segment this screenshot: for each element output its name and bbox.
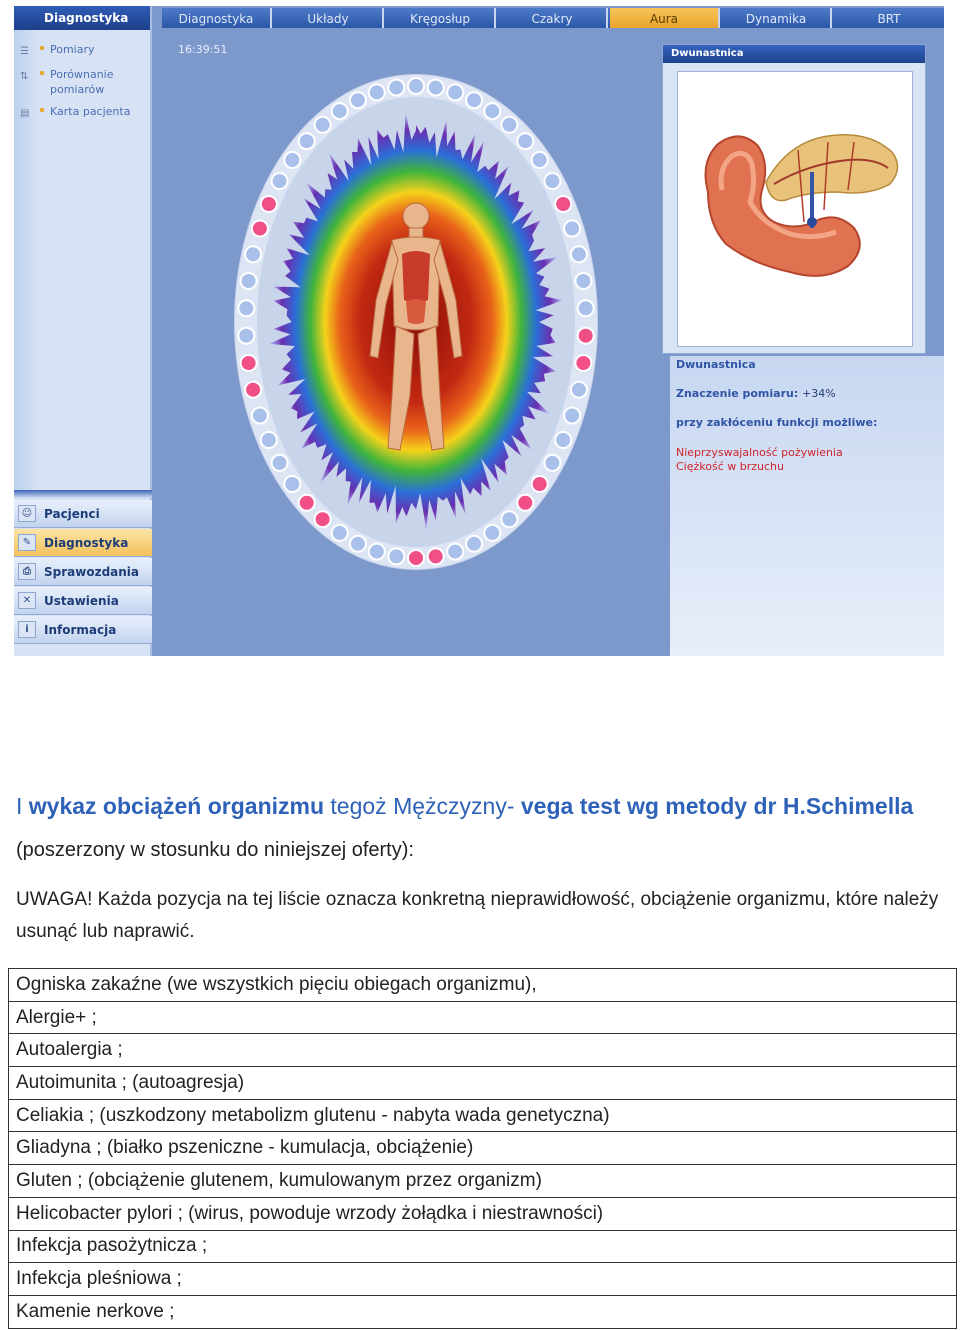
symptom-item: Nieprzyswajalność pożywienia <box>676 446 843 459</box>
list-item: Gliadyna ; (białko pszeniczne - kumulacja, obciążenie) <box>9 1132 957 1165</box>
measurement-point[interactable] <box>261 432 277 448</box>
tab-diagnostyka[interactable]: Diagnostyka <box>162 8 272 28</box>
measurement-point[interactable] <box>575 355 591 371</box>
measurement-point[interactable] <box>369 84 385 100</box>
application-window <box>14 6 944 656</box>
measurement-point[interactable] <box>284 152 300 168</box>
table-row <box>9 1263 957 1296</box>
organ-panel <box>662 44 926 354</box>
measurement-point[interactable] <box>466 536 482 552</box>
measurement-point[interactable] <box>466 92 482 108</box>
list-item: Helicobacter pylori ; (wirus, powoduje wrzody żołądka i niestrawności) <box>9 1197 957 1230</box>
heading-bold-text: wykaz obciążeń organizmu <box>28 793 325 819</box>
table-row <box>9 1295 957 1328</box>
tab-aura[interactable]: Aura <box>610 8 720 28</box>
measurement-point[interactable] <box>555 196 571 212</box>
measurement-point[interactable] <box>350 92 366 108</box>
measurement-point[interactable] <box>272 173 288 189</box>
nav-button-diagnostyka[interactable] <box>14 529 152 557</box>
measurement-point[interactable] <box>544 455 560 471</box>
measurement-point[interactable] <box>578 300 594 316</box>
table-row <box>9 1099 957 1132</box>
measurement-point[interactable] <box>408 550 424 566</box>
organ-panel-title: Dwunastnica <box>663 45 925 63</box>
measurement-point[interactable] <box>388 548 404 564</box>
list-item: Alergie+ ; <box>9 1001 957 1034</box>
document-heading <box>16 786 926 870</box>
heading-text: I <box>16 793 29 819</box>
organ-image-frame <box>677 71 913 347</box>
tools-icon: ✕ <box>18 592 36 609</box>
measurement-point[interactable] <box>571 246 587 262</box>
measurement-point[interactable] <box>241 355 257 371</box>
measurement-point[interactable] <box>447 84 463 100</box>
measurement-point[interactable] <box>428 80 444 96</box>
nav-button-ustawienia[interactable] <box>14 587 152 615</box>
duodenum-illustration-icon <box>678 72 912 346</box>
nav-button-pacjenci[interactable] <box>14 500 152 528</box>
measurement-point[interactable] <box>532 476 548 492</box>
meaning-value: +34% <box>802 387 836 400</box>
measurement-point[interactable] <box>532 152 548 168</box>
list-item: Ogniska zakaźne (we wszystkich pięciu obiegach organizmu), <box>9 969 957 1002</box>
measurement-point[interactable] <box>315 117 331 133</box>
tab-kregoslup[interactable]: Kręgosłup <box>386 8 496 28</box>
tab-bar <box>162 8 944 28</box>
table-row <box>9 1132 957 1165</box>
measurement-point[interactable] <box>245 382 261 398</box>
nav-button-label: Sprawozdania <box>44 565 140 579</box>
list-item: Gluten ; (obciążenie glutenem, kumulowanym przez organizm) <box>9 1165 957 1198</box>
sidebar-title: Diagnostyka <box>14 6 150 30</box>
measurement-point[interactable] <box>332 103 348 119</box>
tab-brt[interactable]: BRT <box>877 12 901 26</box>
list-icon: ☰ <box>20 46 29 57</box>
nav-button-label: Diagnostyka <box>44 536 129 550</box>
diagnostics-icon: ✎ <box>18 534 36 551</box>
info-meaning <box>676 387 836 400</box>
measurement-point[interactable] <box>272 455 288 471</box>
table-row <box>9 1034 957 1067</box>
sidebar-item-label: Pomiary <box>50 43 95 56</box>
burden-list-table <box>8 968 957 1329</box>
table-row <box>9 1001 957 1034</box>
table-row <box>9 1230 957 1263</box>
measurement-info-panel <box>670 356 944 656</box>
measurement-point[interactable] <box>350 536 366 552</box>
compare-icon: ⇅ <box>20 71 29 82</box>
measurement-point[interactable] <box>388 80 404 96</box>
table-row <box>9 1197 957 1230</box>
nav-button-informacja[interactable] <box>14 616 152 644</box>
sidebar-divider <box>14 490 152 498</box>
measurement-point[interactable] <box>245 246 261 262</box>
nav-button-sprawozdania[interactable] <box>14 558 152 586</box>
measurement-point[interactable] <box>284 476 300 492</box>
printer-icon: ⎙ <box>18 563 36 580</box>
measurement-point[interactable] <box>252 221 268 237</box>
measurement-point[interactable] <box>501 511 517 527</box>
list-item: Celiakia ; (uszkodzony metabolizm glutenu - nabyta wada genetyczna) <box>9 1099 957 1132</box>
measurement-point[interactable] <box>299 133 315 149</box>
measurement-point[interactable] <box>578 328 594 344</box>
list-item: Autoalergia ; <box>9 1034 957 1067</box>
measurement-point[interactable] <box>261 196 277 212</box>
heading-bold-text: vega test wg metody dr H.Schimella <box>520 793 914 819</box>
measurement-point[interactable] <box>241 273 257 289</box>
heading-text: tegoż Mężczyzny- <box>324 793 521 819</box>
sidebar-item-label: Porównanie pomiarów <box>50 68 114 96</box>
table-row <box>9 1067 957 1100</box>
measurement-point[interactable] <box>315 511 331 527</box>
list-item: Kamenie nerkove ; <box>9 1295 957 1328</box>
bullet-icon <box>40 71 44 75</box>
table-row <box>9 969 957 1002</box>
list-item: Infekcja pasożytnicza ; <box>9 1230 957 1263</box>
measurement-point[interactable] <box>501 117 517 133</box>
info-organ-name: Dwunastnica <box>676 358 756 371</box>
measurement-point[interactable] <box>369 544 385 560</box>
measurement-point[interactable] <box>484 525 500 541</box>
measurement-point[interactable] <box>299 495 315 511</box>
sidebar <box>14 6 152 656</box>
sidebar-item-label: Karta pacjenta <box>50 105 131 118</box>
measurement-point[interactable] <box>564 408 580 424</box>
measurement-point[interactable] <box>428 548 444 564</box>
bullet-icon <box>40 108 44 112</box>
measurement-point[interactable] <box>575 273 591 289</box>
measurement-point[interactable] <box>252 408 268 424</box>
list-item: Autoimunita ; (autoagresja) <box>9 1067 957 1100</box>
table-row <box>9 1165 957 1198</box>
info-icon: i <box>18 621 36 638</box>
measurement-point[interactable] <box>238 328 254 344</box>
measurement-point[interactable] <box>517 133 533 149</box>
warning-paragraph: UWAGA! Każda pozycja na tej liście oznacza konkretną nieprawidłowość, obciążenie organizmu, które należy usunąć lub naprawić. <box>16 889 939 942</box>
tab-uklady[interactable]: Układy <box>274 8 384 28</box>
nav-button-label: Ustawienia <box>44 594 119 608</box>
measurement-point[interactable] <box>332 525 348 541</box>
measurement-point[interactable] <box>555 432 571 448</box>
aura-visualization <box>216 64 616 594</box>
info-possible-label: przy zakłóceniu funkcji możliwe: <box>676 416 878 429</box>
clock-readout: 16:39:51 <box>178 43 228 56</box>
list-item: Infekcja pleśniowa ; <box>9 1263 957 1296</box>
measurement-point[interactable] <box>447 544 463 560</box>
tab-dynamika[interactable]: Dynamika <box>722 8 832 28</box>
patients-icon: ☺ <box>18 505 36 522</box>
nav-button-label: Informacja <box>44 623 117 637</box>
measurement-point[interactable] <box>484 103 500 119</box>
measurement-point[interactable] <box>408 78 424 94</box>
measurement-point[interactable] <box>517 495 533 511</box>
meaning-label: Znaczenie pomiaru: <box>676 387 799 400</box>
sidebar-icon-strip <box>14 30 38 490</box>
symptom-item: Ciężkość w brzuchu <box>676 460 784 473</box>
measurement-point[interactable] <box>564 221 580 237</box>
measurement-point[interactable] <box>238 300 254 316</box>
tab-czakry[interactable]: Czakry <box>498 8 608 28</box>
bullet-icon <box>40 46 44 50</box>
measurement-point[interactable] <box>544 173 560 189</box>
card-icon: ▤ <box>20 108 30 119</box>
measurement-point[interactable] <box>571 382 587 398</box>
nav-button-label: Pacjenci <box>44 507 100 521</box>
heading-note: (poszerzony w stosunku do niniejszej oferty): <box>16 839 414 861</box>
